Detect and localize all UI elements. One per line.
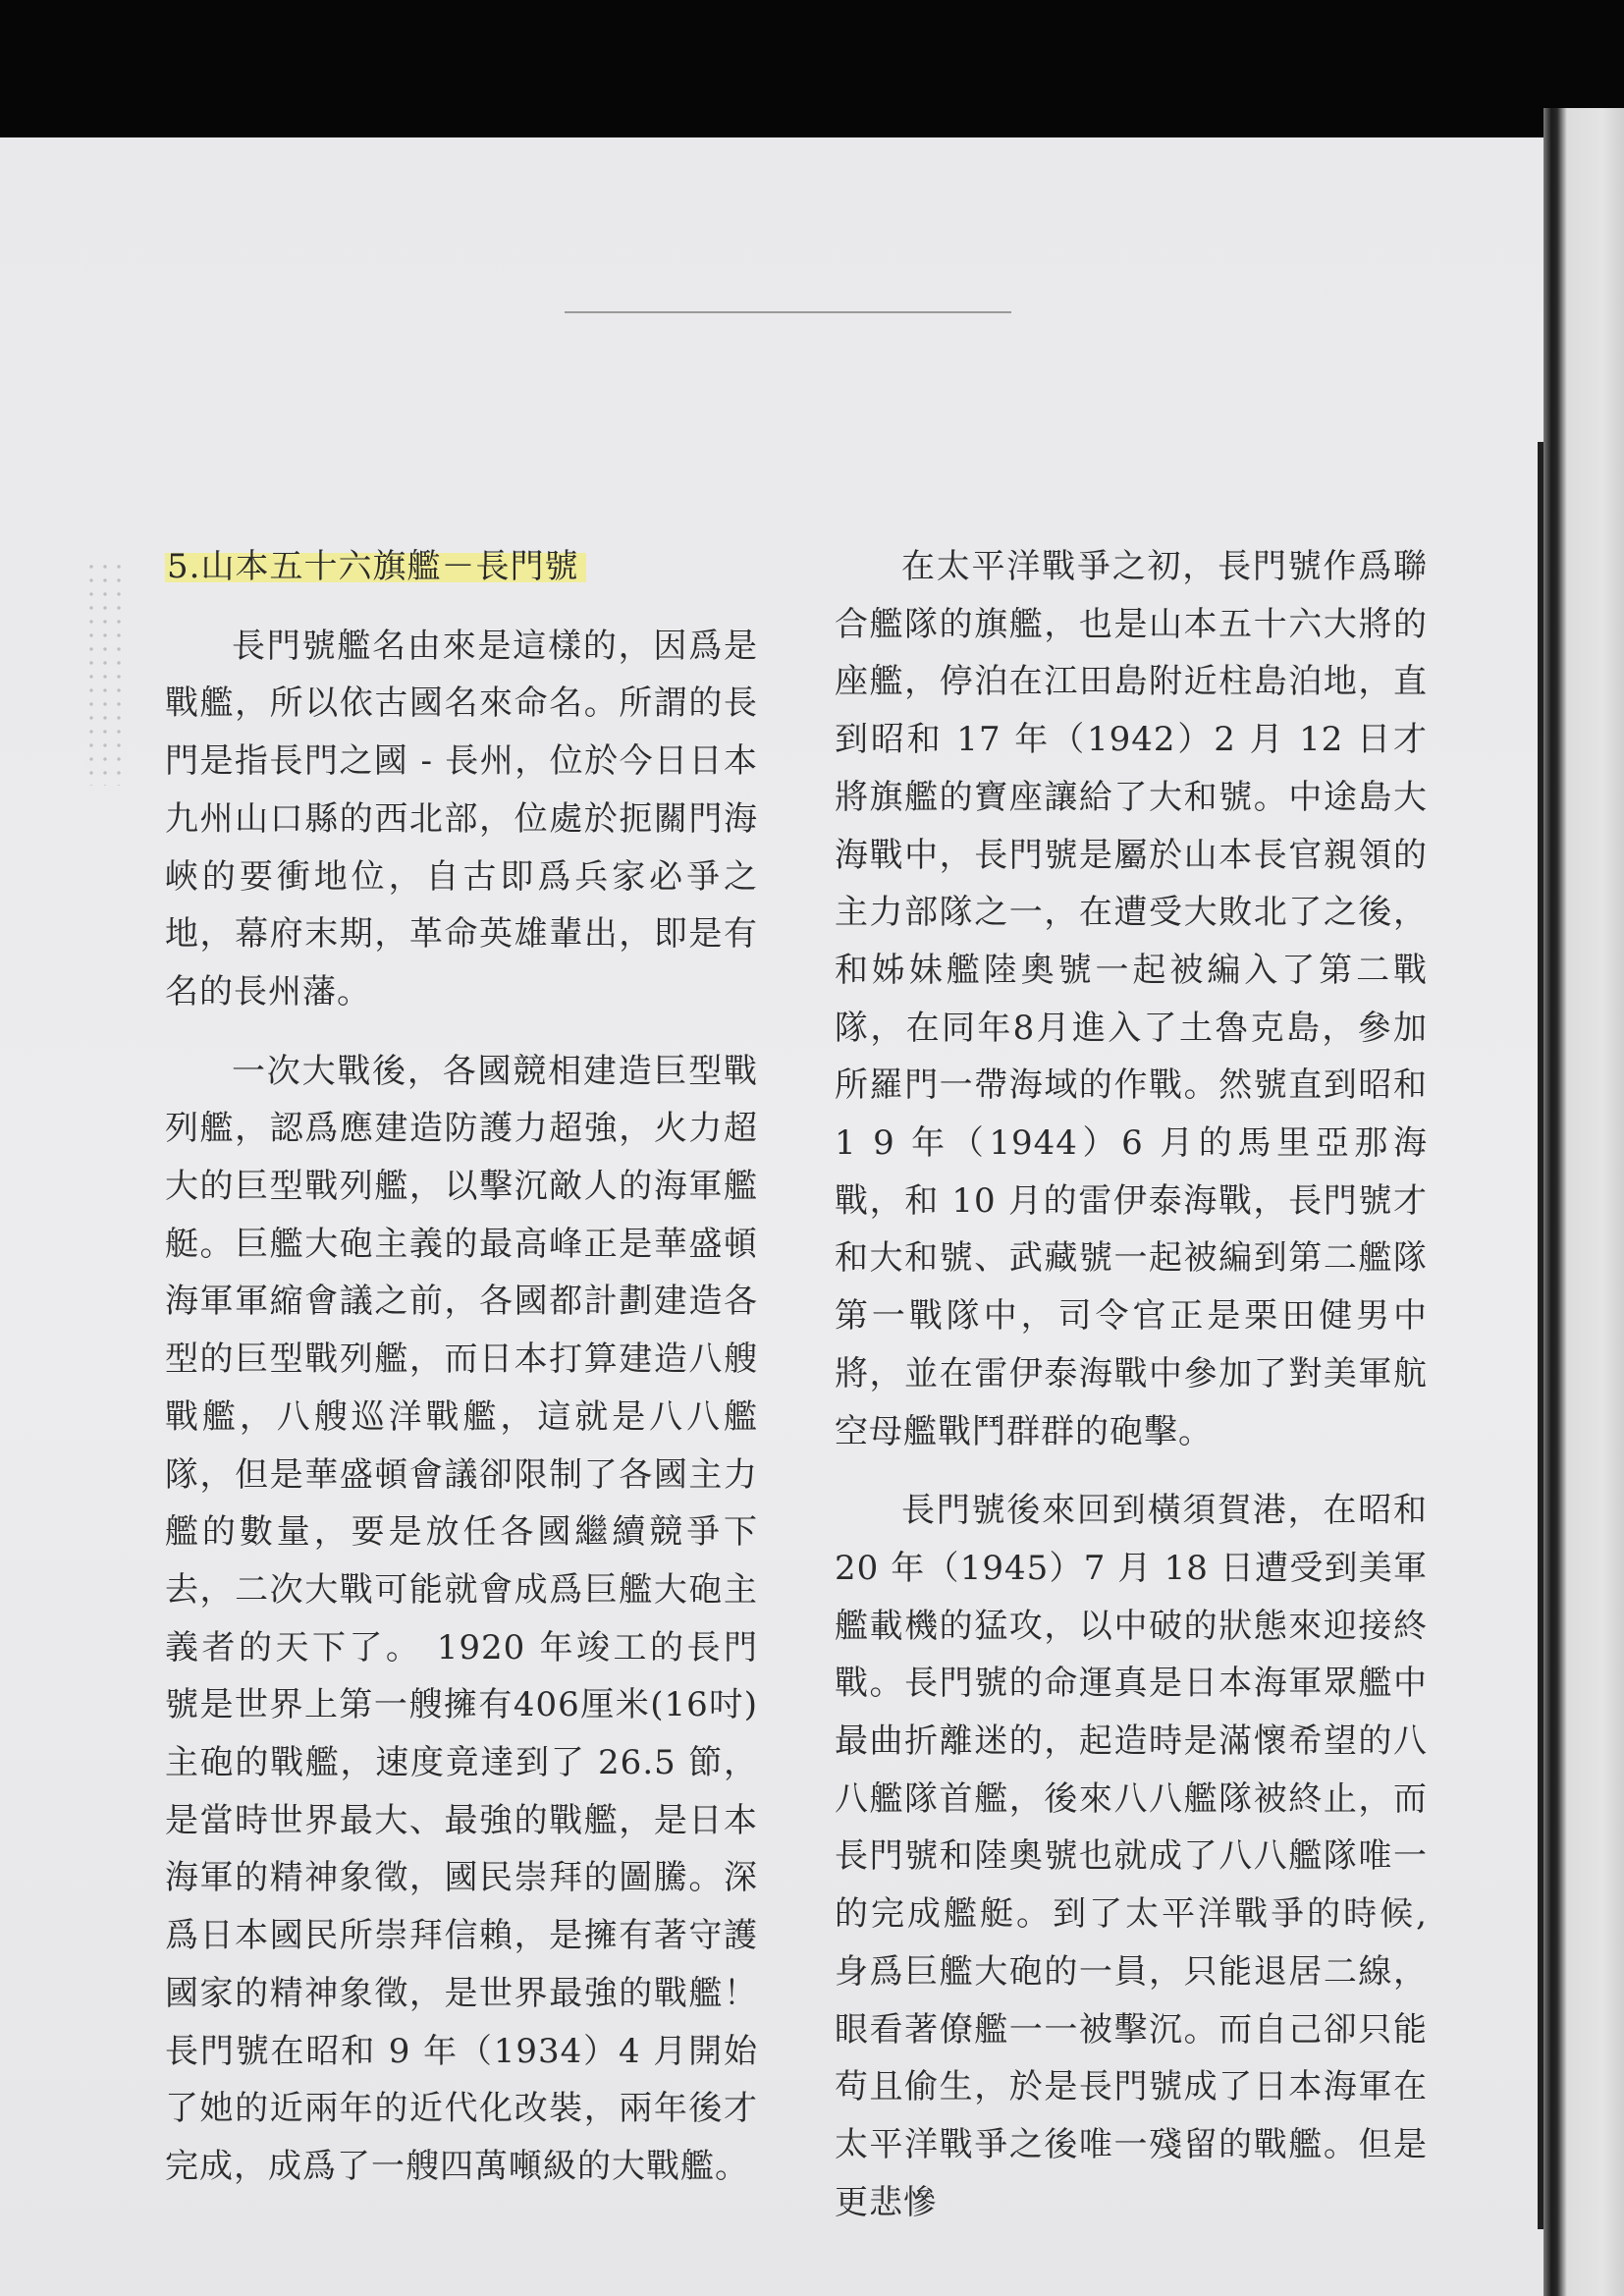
page-edge-shadow — [1543, 108, 1624, 2296]
header-rule — [565, 311, 1011, 313]
left-paragraph-2: 一次大戰後，各國競相建造巨型戰列艦，認爲應建造防護力超強，火力超大的巨型戰列艦，以擊沉敵人的海軍艦艇。巨艦大砲主義的最高峰正是華盛頓海軍軍縮會議之前，各國都計劃建造各型的巨型戰列艦，而日本打算建造八艘戰艦，八艘巡洋戰艦，這就是八八艦隊，但是華盛頓會議卻限制了各國主力艦的數量，要是放任各國繼續競爭下去，二次大戰可能就會成爲巨艦大砲主義者的天下了。 1920 年竣工的長門號是世界上第一艘擁有406厘米(16吋)主砲的戰艦，速度竟達到了 26.5 節，是當時世界最大、最強的戰艦，是日本海軍的精神象徵，國民崇拜的圖騰。深爲日本國民所崇拜信賴，是擁有著守護國家的精神象徵，是世界最強的戰艦！長門號在昭和 9 年（1934）4 月開始了她的近兩年的近代化改裝，兩年後才完成，成爲了一艘四萬噸級的大戰艦。 — [165, 1051, 758, 2186]
right-paragraph-2: 長門號後來回到橫須賀港，在昭和 20 年（1945）7 月 18 日遭受到美軍艦載機的猛攻，以中破的狀態來迎接終戰。長門號的命運真是日本海軍眾艦中最曲折離迷的，起造時是滿懷希望的八八艦隊首艦，後來八八艦隊被終止，而長門號和陸奧號也就成了八八艦隊唯一的完成艦艇。到了太平洋戰爭的時候,身爲巨艦大砲的一員，只能退居二線，眼看著僚艦一一被擊沉。而自己卻只能苟且偷生，於是長門號成了日本海軍在太平洋戰爭之後唯一殘留的戰艦。但是更悲慘 — [835, 1491, 1428, 2222]
left-column — [165, 538, 758, 2196]
right-column — [835, 538, 1428, 2231]
scan-noise-dots — [84, 560, 124, 786]
left-paragraph-1: 長門號艦名由來是這樣的，因爲是戰艦，所以依古國名來命名。所謂的長門是指長門之國 - 長州，位於今日日本九州山口縣的西北部，位處於扼關門海峽的要衝地位，自古即爲兵家必爭之地，幕府末期，革命英雄輩出，即是有名的長州藩。 — [165, 626, 758, 1011]
section-title-text: 5.山本五十六旗艦－長門號 — [165, 547, 586, 586]
right-paragraph-1: 在太平洋戰爭之初，長門號作爲聯合艦隊的旗艦，也是山本五十六大將的座艦，停泊在江田島附近柱島泊地，直到昭和 17 年（1942）2 月 12 日才將旗艦的寶座讓給了大和號。中途島大海戰中，長門號是屬於山本長官親領的主力部隊之一，在遭受大敗北了之後，和姊妹艦陸奧號一起被編入了第二戰隊，在同年8月進入了土魯克島，參加所羅門一帶海域的作戰。然號直到昭和 1 9 年（1944）6 月的馬里亞那海戰，和 10 月的雷伊泰海戰，長門號才和大和號、武藏號一起被編到第二艦隊第一戰隊中，司令官正是栗田健男中將，並在雷伊泰海戰中參加了對美軍航空母艦戰鬥群群的砲擊。 — [835, 547, 1428, 1451]
section-title — [165, 538, 758, 596]
binding-edge — [1538, 442, 1543, 2229]
